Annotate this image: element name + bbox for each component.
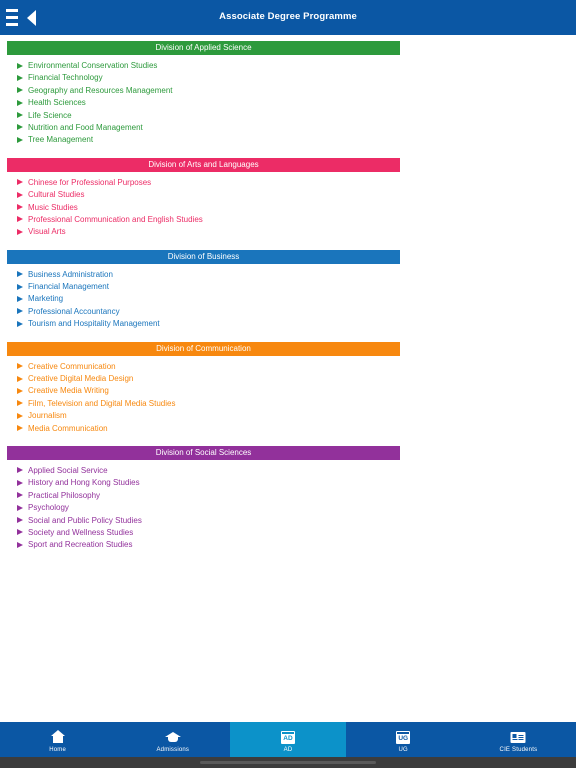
programme-label: Business Administration — [28, 269, 113, 279]
programme-label: Practical Philosophy — [28, 490, 101, 500]
programme-item[interactable] — [7, 226, 400, 238]
play-arrow-icon — [17, 480, 23, 486]
programme-label: Financial Technology — [28, 73, 103, 83]
home-icon — [51, 730, 65, 744]
ug-badge-icon: UG — [396, 731, 410, 744]
programme-list — [7, 356, 400, 435]
programme-item[interactable] — [7, 306, 400, 318]
play-arrow-icon — [17, 413, 23, 419]
programme-item[interactable] — [7, 361, 400, 373]
programme-label: Professional Accountancy — [28, 306, 120, 316]
play-arrow-icon — [17, 63, 23, 69]
division-section — [7, 250, 400, 331]
programme-label: Creative Communication — [28, 361, 116, 371]
tab-label: UG — [398, 747, 408, 753]
programme-item[interactable] — [7, 60, 400, 72]
tab-label: Home — [49, 747, 66, 753]
division-section — [7, 446, 400, 552]
division-section — [7, 41, 400, 147]
student-card-icon — [511, 732, 526, 743]
play-arrow-icon — [17, 216, 23, 222]
play-arrow-icon — [17, 296, 23, 302]
programme-item[interactable] — [7, 477, 400, 489]
programme-label: Media Communication — [28, 423, 108, 433]
play-arrow-icon — [17, 363, 23, 369]
division-section — [7, 342, 400, 435]
programme-label: Psychology — [28, 503, 69, 513]
programme-item[interactable] — [7, 85, 400, 97]
play-arrow-icon — [17, 400, 23, 406]
programme-item[interactable] — [7, 293, 400, 305]
programme-item[interactable] — [7, 527, 400, 539]
programme-item[interactable] — [7, 97, 400, 109]
programme-item[interactable] — [7, 189, 400, 201]
programme-label: Applied Social Service — [28, 465, 108, 475]
play-arrow-icon — [17, 321, 23, 327]
division-header: Division of Applied Science — [7, 41, 400, 55]
programme-label: Visual Arts — [28, 227, 66, 237]
division-header: Division of Social Sciences — [7, 446, 400, 460]
programme-item[interactable] — [7, 177, 400, 189]
programme-item[interactable] — [7, 502, 400, 514]
division-section — [7, 158, 400, 239]
tab-label: AD — [283, 747, 293, 753]
play-arrow-icon — [17, 529, 23, 535]
programme-label: Life Science — [28, 110, 72, 120]
programme-item[interactable] — [7, 465, 400, 477]
programme-list — [7, 460, 400, 552]
ad-badge-icon: AD — [281, 731, 295, 744]
play-arrow-icon — [17, 505, 23, 511]
division-header: Division of Communication — [7, 342, 400, 356]
programme-label: Chinese for Professional Purposes — [28, 177, 152, 187]
division-header: Division of Arts and Languages — [7, 158, 400, 172]
programme-label: Society and Wellness Studies — [28, 527, 134, 537]
programme-item[interactable] — [7, 214, 400, 226]
programme-item[interactable] — [7, 110, 400, 122]
play-arrow-icon — [17, 284, 23, 290]
tab-ad[interactable] — [230, 722, 345, 757]
programme-label: Creative Digital Media Design — [28, 374, 134, 384]
play-arrow-icon — [17, 425, 23, 431]
programme-label: Tree Management — [28, 135, 94, 145]
play-arrow-icon — [17, 467, 23, 473]
programme-item[interactable] — [7, 410, 400, 422]
programme-label: Music Studies — [28, 202, 78, 212]
division-header: Division of Business — [7, 250, 400, 264]
programme-item[interactable] — [7, 72, 400, 84]
play-arrow-icon — [17, 271, 23, 277]
play-arrow-icon — [17, 112, 23, 118]
programme-item[interactable] — [7, 134, 400, 146]
play-arrow-icon — [17, 308, 23, 314]
programme-label: Tourism and Hospitality Management — [28, 319, 160, 329]
programme-item[interactable] — [7, 281, 400, 293]
programme-label: Creative Media Writing — [28, 386, 109, 396]
home-indicator — [200, 761, 376, 764]
play-arrow-icon — [17, 388, 23, 394]
programme-item[interactable] — [7, 539, 400, 551]
programme-label: Cultural Studies — [28, 190, 85, 200]
page-title: Associate Degree Programme — [219, 11, 357, 22]
programme-item[interactable] — [7, 318, 400, 330]
play-arrow-icon — [17, 87, 23, 93]
programme-item[interactable] — [7, 515, 400, 527]
play-arrow-icon — [17, 204, 23, 210]
play-arrow-icon — [17, 229, 23, 235]
programme-label: Sport and Recreation Studies — [28, 540, 133, 550]
tab-label: CIE Students — [499, 747, 538, 753]
programme-item[interactable] — [7, 423, 400, 435]
programme-label: History and Hong Kong Studies — [28, 478, 140, 488]
programme-list — [7, 55, 400, 147]
programme-label: Social and Public Policy Studies — [28, 515, 142, 525]
programme-item[interactable] — [7, 122, 400, 134]
play-arrow-icon — [17, 192, 23, 198]
play-arrow-icon — [17, 124, 23, 130]
play-arrow-icon — [17, 137, 23, 143]
play-arrow-icon — [17, 100, 23, 106]
play-arrow-icon — [17, 517, 23, 523]
programme-label: Health Sciences — [28, 98, 86, 108]
programme-item[interactable] — [7, 373, 400, 385]
tab-ug[interactable] — [346, 722, 461, 757]
programme-list — [7, 264, 400, 331]
programme-label: Professional Communication and English Studies — [28, 214, 203, 224]
programme-item[interactable] — [7, 398, 400, 410]
programme-item[interactable] — [7, 269, 400, 281]
tab-label: Admissions — [156, 747, 190, 753]
programme-list — [7, 172, 400, 239]
play-arrow-icon — [17, 75, 23, 81]
division-list — [7, 41, 400, 563]
tab-admissions[interactable] — [115, 722, 230, 757]
programme-label: Financial Management — [28, 282, 109, 292]
programme-label: Geography and Resources Management — [28, 85, 173, 95]
play-arrow-icon — [17, 492, 23, 498]
graduation-cap-icon — [165, 732, 181, 744]
play-arrow-icon — [17, 179, 23, 185]
programme-item[interactable] — [7, 490, 400, 502]
bottom-tab-bar — [0, 722, 576, 757]
programme-label: Journalism — [28, 411, 67, 421]
programme-label: Environmental Conservation Studies — [28, 61, 158, 70]
programme-label: Marketing — [28, 294, 64, 304]
top-app-bar — [0, 0, 576, 35]
programme-label: Film, Television and Digital Media Studies — [28, 398, 176, 408]
programme-item[interactable] — [7, 385, 400, 397]
programme-label: Nutrition and Food Management — [28, 122, 143, 132]
play-arrow-icon — [17, 542, 23, 548]
tab-home[interactable] — [0, 722, 115, 757]
tab-cie-students[interactable] — [461, 722, 576, 757]
programme-item[interactable] — [7, 202, 400, 214]
play-arrow-icon — [17, 376, 23, 382]
